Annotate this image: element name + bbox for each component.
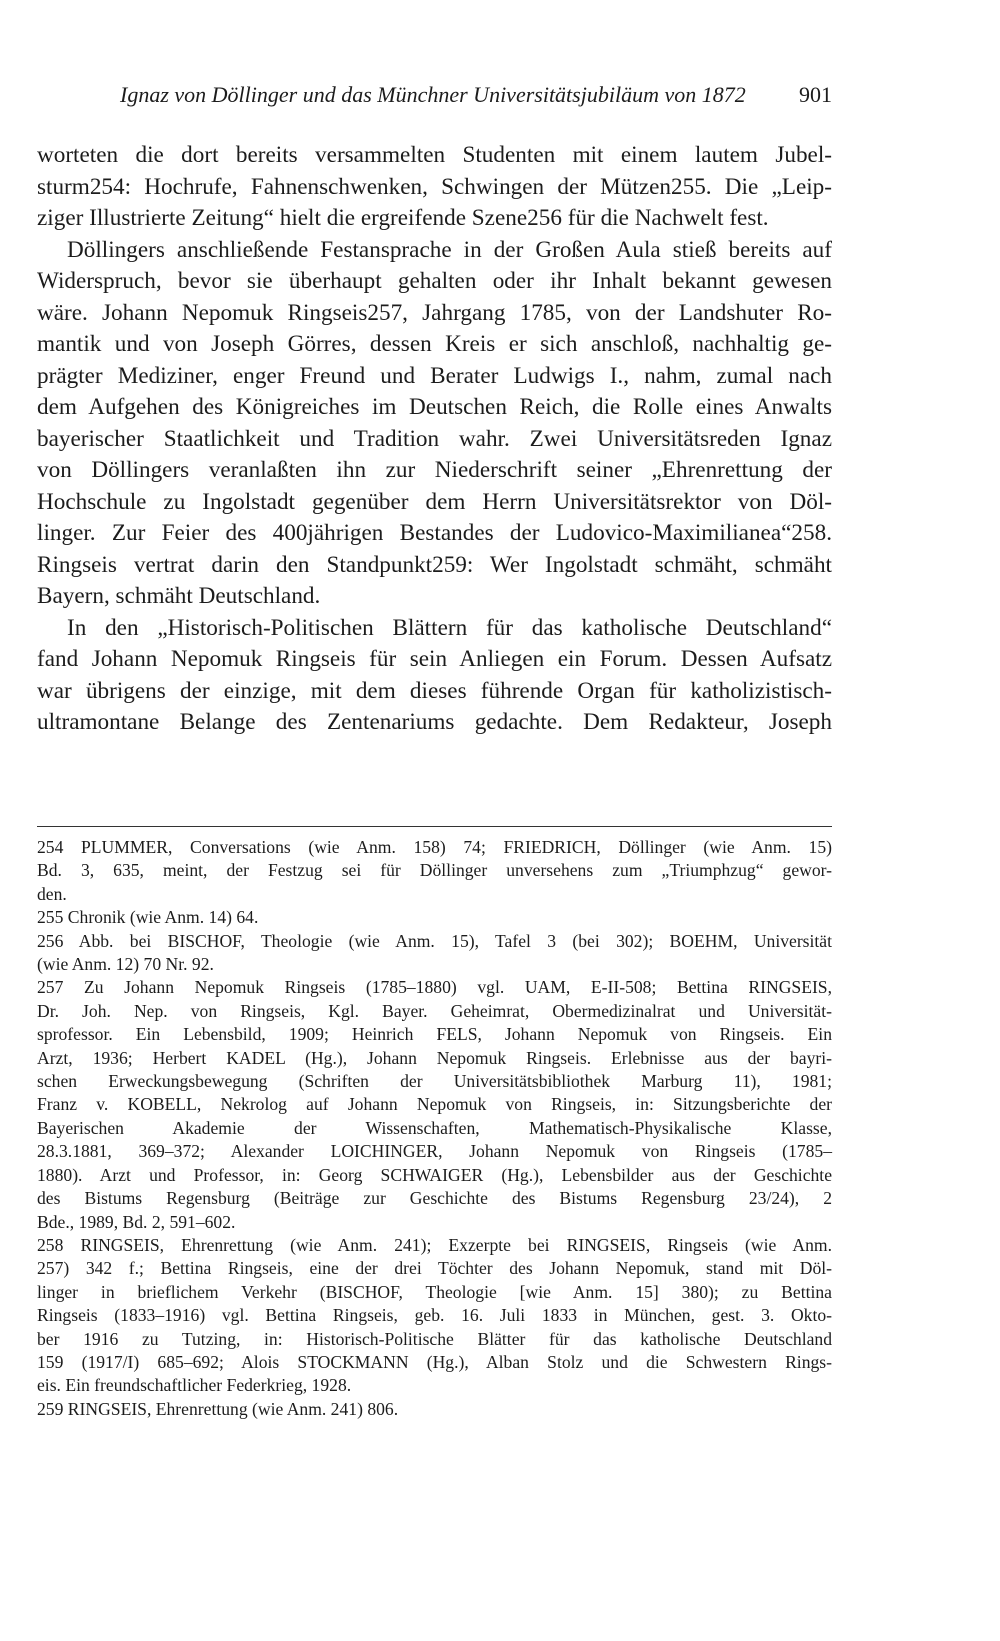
footnote-line: den. [37,883,67,904]
page-number: 901 [799,82,832,107]
body-line: worteten die dort bereits versammelten Studenten mit einem lautem Jubel- [37,142,832,168]
footnote-line: Bd. 3, 635, meint, der Festzug sei für Döllinger unversehens zum „Triumphzug“ gewor- [37,860,832,881]
body-line: Hochschule zu Ingolstadt gegenüber dem Herrn Universitätsrektor von Döl- [37,488,832,515]
body-line: Ringseis vertrat darin den Standpunkt259: Wer Ingolstadt schmäht, schmäht [37,551,832,578]
footnote-line: Bde., 1989, Bd. 2, 591–602. [37,1211,236,1232]
footnote-line: eis. Ein freundschaftlicher Federkrieg, 1928. [37,1375,352,1396]
body-line: prägter Mediziner, enger Freund und Berater Ludwigs I., nahm, zumal nach [37,362,832,389]
footnote-line: 258 RINGSEIS, Ehrenrettung (wie Anm. 241); Exzerpte bei RINGSEIS, Ringseis (wie Anm. [37,1234,832,1255]
body-line: war übrigens der einzige, mit dem dieses führende Organ für katholizistisch- [37,677,832,704]
body-line: mantik und von Joseph Görres, dessen Kreis er sich anschloß, nachhaltig ge- [37,331,832,357]
body-line: fand Johann Nepomuk Ringseis für sein Anliegen ein Forum. Dessen Aufsatz [37,646,832,672]
running-title: Ignaz von Döllinger und das Münchner Universitätsjubiläum von 1872 [120,82,746,107]
body-line: linger. Zur Feier des 400jährigen Bestandes der Ludovico-Maximilianea“258. [37,520,832,546]
footnote-line: 255 Chronik (wie Anm. 14) 64. [37,907,259,928]
footnote-line: Dr. Joh. Nep. von Ringseis, Kgl. Bayer. Geheimrat, Obermedizinalrat und Universität- [37,1000,832,1021]
footnote-line: 28.3.1881, 369–372; Alexander LOICHINGER, Johann Nepomuk von Ringseis (1785– [37,1141,832,1162]
footnote-line: (wie Anm. 12) 70 Nr. 92. [37,954,214,975]
body-line: bayerischer Staatlichkeit und Tradition wahr. Zwei Universitätsreden Ignaz [37,425,832,452]
footnote-line: linger in brieflichem Verkehr (BISCHOF, Theologie [wie Anm. 15] 380); zu Bettina [37,1281,832,1302]
body-line: Widerspruch, bevor sie überhaupt gehalten oder ihr Inhalt bekannt gewesen [37,268,832,294]
footnote-line: Bayerischen Akademie der Wissenschaften, Mathematisch-Physikalische Klasse, [37,1117,832,1138]
body-line: Döllingers anschließende Festansprache in der Großen Aula stieß bereits auf [67,236,832,263]
body-line: sturm254: Hochrufe, Fahnenschwenken, Schwingen der Mützen255. Die „Leip- [37,173,832,200]
body-line: wäre. Johann Nepomuk Ringseis257, Jahrgang 1785, von der Landshuter Ro- [37,299,832,326]
footnote-line: ber 1916 zu Tutzing, in: Historisch-Politische Blätter für das katholische Deutschland [37,1328,832,1349]
footnote-line: des Bistums Regensburg (Beiträge zur Geschichte des Bistums Regensburg 23/24), 2 [37,1188,832,1209]
footnotes [37,836,832,1421]
footnote-line: 159 (1917/I) 685–692; Alois STOCKMANN (Hg.), Alban Stolz und die Schwestern Rings- [37,1351,832,1372]
footnote-line: Ringseis (1833–1916) vgl. Bettina Ringseis, geb. 16. Juli 1833 in München, gest. 3. Okto- [37,1305,832,1326]
footnote-line: 257) 342 f.; Bettina Ringseis, eine der drei Töchter des Johann Nepomuk, stand mit Döl- [37,1258,832,1279]
footnote-line: Franz v. KOBELL, Nekrolog auf Johann Nepomuk von Ringseis, in: Sitzungsberichte der [37,1094,832,1115]
footnote-line: 256 Abb. bei BISCHOF, Theologie (wie Anm. 15), Tafel 3 (bei 302); BOEHM, Universität [37,930,832,951]
footnote-line: schen Erweckungsbewegung (Schriften der Universitätsbibliothek Marburg 11), 1981; [37,1071,832,1092]
body-line: dem Aufgehen des Königreiches im Deutschen Reich, die Rolle eines Anwalts [37,394,832,420]
footnote-separator [37,826,832,827]
footnote-line: sprofessor. Ein Lebensbild, 1909; Heinrich FELS, Johann Nepomuk von Ringseis. Ein [37,1024,832,1045]
body-line: Bayern, schmäht Deutschland. [37,583,321,609]
body-line: von Döllingers veranlaßten ihn zur Niederschrift seiner „Ehrenrettung der [37,457,832,483]
running-header [120,82,832,108]
footnote-line: Arzt, 1936; Herbert KADEL (Hg.), Johann Nepomuk Ringseis. Erlebnisse aus der bayri- [37,1047,832,1068]
body-line: In den „Historisch-Politischen Blättern für das katholische Deutschland“ [67,614,832,641]
main-text [37,140,832,739]
footnote-line: 1880). Arzt und Professor, in: Georg SCHWAIGER (Hg.), Lebensbilder aus der Geschichte [37,1164,832,1185]
body-line: ultramontane Belange des Zentenariums gedachte. Dem Redakteur, Joseph [37,709,832,735]
footnote-line: 259 RINGSEIS, Ehrenrettung (wie Anm. 241) 806. [37,1398,399,1419]
body-line: ziger Illustrierte Zeitung“ hielt die ergreifende Szene256 für die Nachwelt fest. [37,205,769,231]
footnote-line: 257 Zu Johann Nepomuk Ringseis (1785–1880) vgl. UAM, E-II-508; Bettina RINGSEIS, [37,977,832,998]
footnote-line: 254 PLUMMER, Conversations (wie Anm. 158) 74; FRIEDRICH, Döllinger (wie Anm. 15) [37,837,832,857]
